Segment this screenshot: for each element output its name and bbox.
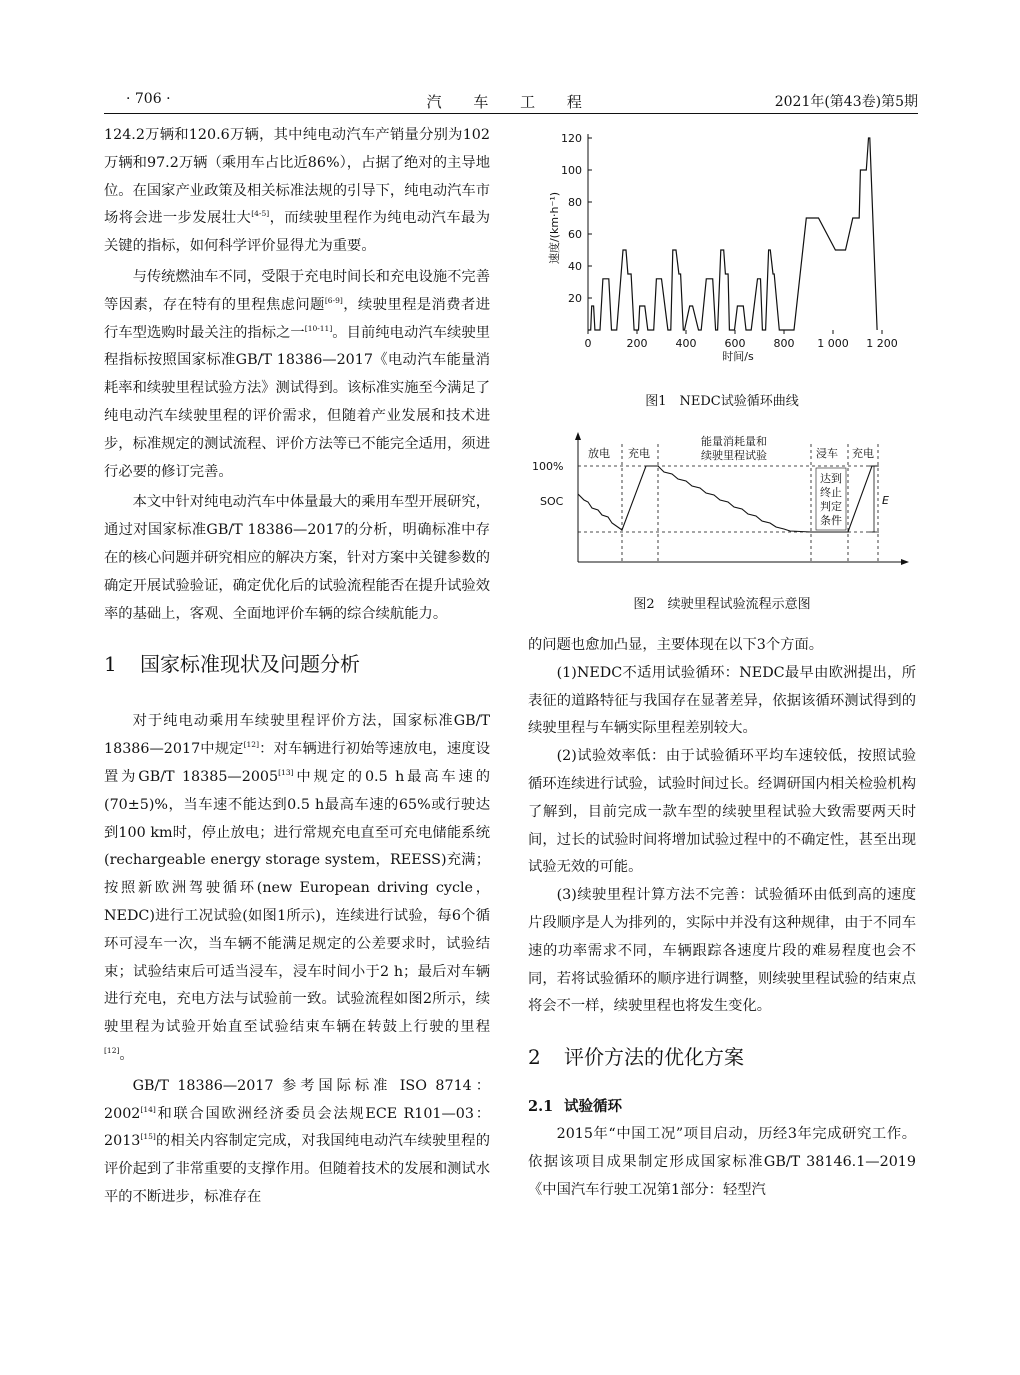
range-test-flow-diagram: [528, 430, 916, 580]
figure-1-caption: 图1 NEDC试验循环曲线: [645, 394, 799, 409]
end-condition-line: 判定: [820, 500, 842, 513]
phase-label-test-line1: 能量消耗量和: [701, 435, 767, 448]
x-tick-label: 1 200: [866, 337, 898, 350]
paragraph: 与传统燃油车不同，受限于充电时间长和充电设施不完善等因素，存在特有的里程焦虑问题[6-9]，续驶里程是消费者进行车型选购时最关注的指标之一[10-11]。目前纯电动汽车续驶里程指标按照国家标准GB/T 18386—2017《电动汽车能量消耗率和续驶里程试验方法》测试得到。该标准实施至今满足了纯电动汽车续驶里程的评价需求，但随着产业发展和技术进步，标准规定的测试流程、评价方法等已不能完全适用，须进行必要的修订完善。: [104, 268, 491, 480]
phase-label-test-line2: 续驶里程试验: [701, 449, 767, 462]
x-tick-label: 800: [773, 337, 795, 350]
header-rule: [104, 113, 918, 114]
phase-label-discharge: 放电: [588, 447, 610, 460]
paragraph: (1)NEDC不适用试验循环：NEDC最早由欧洲提出，所表征的道路特征与我国存在显著差异，依据该循环测试得到的续驶里程与车辆实际里程差别较大。: [528, 664, 916, 737]
citation[interactable]: [4-5]: [251, 209, 270, 219]
nedc-chart: [528, 128, 916, 368]
x-tick-label: 400: [675, 337, 697, 350]
section-heading: 2 评价方法的优化方案: [528, 1045, 744, 1070]
x-tick-label: 0: [584, 337, 592, 350]
section-heading: 1 国家标准现状及问题分析: [104, 652, 360, 677]
x-tick-label: 600: [724, 337, 746, 350]
right-column: [528, 632, 916, 1204]
page-number: · 706 ·: [126, 91, 171, 107]
subsection-heading: 2.1 试验循环: [528, 1098, 622, 1116]
end-condition-line: 终止: [820, 486, 842, 499]
paragraph: (2)试验效率低：由于试验循环平均车速较低，按照试验循环连续进行试验，试验时间过长。经调研国内相关检验机构了解到，目前完成一款车型的续驶里程试验大致需要两天时间，过长的试验时间将增加试验过程中的不确定性，甚至出现试验无效的可能。: [528, 748, 916, 876]
figure-2: [528, 430, 916, 580]
x-tick-label: 1 000: [817, 337, 849, 350]
y-axis-label: 速度/(km·h⁻¹): [548, 191, 561, 265]
citation[interactable]: [15]: [140, 1132, 156, 1142]
phase-label-charge: 充电: [628, 447, 650, 460]
paragraph: GB/T 18386—2017 参考国际标准 ISO 8714：2002[14]和联合国欧洲经济委员会法规ECE R101—03：2013[15]的相关内容制定完成，对我国纯电动汽车续驶里程的评价起到了非常重要的支撑作用。但随着技术的发展和测试水平的不断进步，标准存在: [104, 1077, 491, 1205]
end-condition-line: 条件: [820, 514, 842, 527]
y-tick-label: 40: [568, 260, 582, 273]
citation[interactable]: [13]: [278, 767, 294, 777]
journal-title: 汽 车 工 程: [426, 93, 596, 111]
energy-label: E: [882, 494, 889, 507]
issue-info: 2021年(第43卷)第5期: [774, 94, 918, 110]
x-axis-arrow-icon: [901, 559, 909, 565]
y-axis-arrow-icon: [575, 432, 581, 440]
paragraph: 本文中针对纯电动汽车中体量最大的乘用车型开展研究，通过对国家标准GB/T 18386—2017的分析，明确标准中存在的核心问题并研究相应的解决方案，针对方案中关键参数的确定开展试验验证，确定优化后的试验流程能否在提升试验效率的基础上，客观、全面地评价车辆的综合续航能力。: [104, 494, 491, 622]
paragraph: 124.2万辆和120.6万辆，其中纯电动汽车产销量分别为102万辆和97.2万辆（乘用车占比近86%），占据了绝对的主导地位。在国家产业政策及相关标准法规的引导下，纯电动汽车市场将会进一步发展壮大[4-5]，而续驶里程作为纯电动汽车最为关键的指标，如何科学评价显得尤为重要。: [104, 127, 491, 255]
running-header: [104, 89, 918, 115]
x-axis-label: 时间/s: [722, 350, 754, 363]
citation[interactable]: [10-11]: [304, 323, 333, 333]
y-tick-label: 80: [568, 196, 582, 209]
figure-2-caption: 图2 续驶里程试验流程示意图: [633, 597, 811, 612]
citation[interactable]: [12]: [104, 1045, 120, 1055]
paragraph: 对于纯电动乘用车续驶里程评价方法，国家标准GB/T 18386—2017中规定[12]：对车辆进行初始等速放电，速度设置为GB/T 18385—2005[13]中规定的0.5 h最高车速的(70±5)%，当车速不能达到0.5 h最高车速的65%或行驶达到100 km时，停止放电；进行常规充电直至可充电储能系统(rechargeable energy storage system，REESS)充满；按照新欧洲驾驶循环(new European driving cycle，NEDC)进行工况试验(如图1所示)，连续进行试验，每6个循环可浸车一次，当车辆不能满足规定的公差要求时，试验结束；试验结束后可适当浸车，浸车时间小于2 h；最后对车辆进行充电，充电方法与试验前一致。试验流程如图2所示，续驶里程为试验开始直至试验结束车辆在转鼓上行驶的里程[12]。: [104, 713, 490, 1063]
y-tick-label: 20: [568, 292, 582, 305]
left-column: [104, 122, 490, 1212]
y-tick-label: 60: [568, 228, 582, 241]
phase-label-soak: 浸车: [816, 447, 838, 460]
paragraph: (3)续驶里程计算方法不完善：试验循环由低到高的速度片段顺序是人为排列的，实际中并没有这种规律，由于不同车速的功率需求不同，车辆跟踪各速度片段的难易程度也会不同，若将试验循环的顺序进行调整，则续驶里程试验的结束点将会不一样，续驶里程也将发生变化。: [528, 887, 916, 1015]
full-charge-label: 100%: [532, 460, 564, 473]
end-condition-line: 达到: [820, 472, 842, 485]
citation[interactable]: [14]: [140, 1104, 156, 1114]
citation[interactable]: [12]: [243, 740, 260, 750]
soc-label: SOC: [540, 495, 564, 508]
citation[interactable]: [6-9]: [324, 295, 343, 305]
figure-1: [528, 128, 916, 368]
x-tick-label: 200: [626, 337, 648, 350]
y-tick-label: 100: [561, 164, 582, 177]
paragraph: 的问题也愈加凸显，主要体现在以下3个方面。: [528, 637, 824, 653]
phase-label-recharge: 充电: [852, 447, 874, 460]
y-tick-label: 120: [561, 132, 582, 145]
paragraph: 2015年“中国工况”项目启动，历经3年完成研究工作。依据该项目成果制定形成国家标准GB/T 38146.1—2019《中国汽车行驶工况第1部分：轻型汽: [528, 1125, 916, 1198]
speed-series-line: [588, 138, 877, 330]
